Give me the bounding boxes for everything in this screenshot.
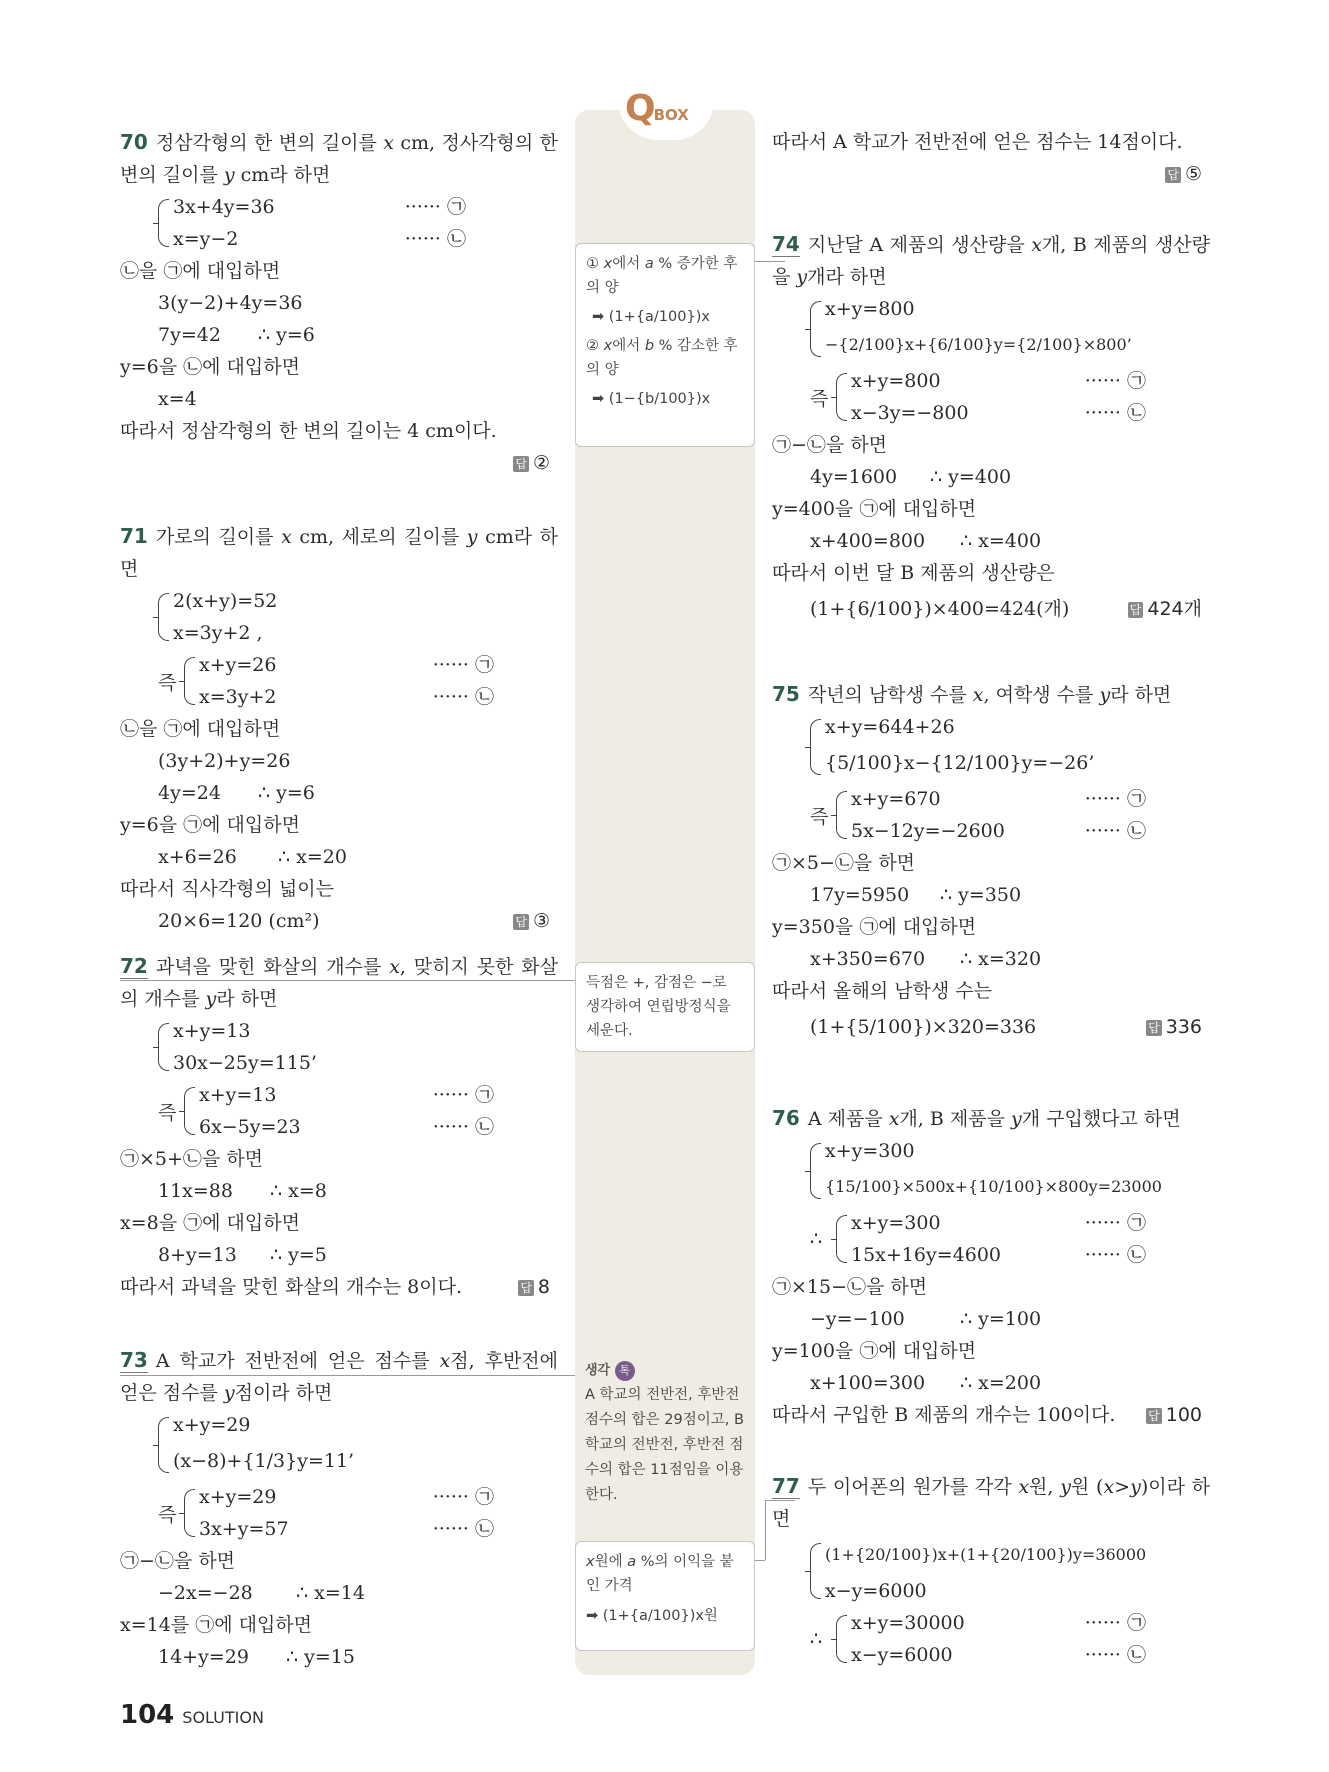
problem-statement: 가로의 길이를 x cm, 세로의 길이를 y cm라 하면 — [120, 526, 558, 580]
step-text: ㉡을 ㉠에 대입하면 — [120, 718, 281, 740]
equation-system — [120, 649, 558, 713]
brace-icon — [810, 1143, 821, 1199]
answer-value: ② — [532, 452, 550, 474]
section-label: SOLUTION — [182, 1708, 264, 1727]
equation-marker: ······ ㉠ — [1084, 370, 1146, 392]
prefix: ∴ — [810, 1228, 823, 1250]
answer-value: 424개 — [1147, 598, 1202, 620]
equation: (1+{6/100})×400=424(개) — [810, 598, 1070, 620]
step-text: x=14를 ㉠에 대입하면 — [120, 1614, 313, 1636]
problem-number: 73 — [120, 1348, 148, 1372]
equation: 5x−12y=−2600 — [851, 820, 1005, 842]
answer — [513, 905, 558, 937]
tip-box-score — [575, 962, 755, 1052]
equation: x+350=670 — [810, 948, 926, 970]
tip-text: ① x에서 a % 증가한 후의 양 — [586, 256, 738, 296]
brace-icon — [158, 1417, 169, 1473]
equation: (3y+2)+y=26 — [158, 750, 291, 772]
equation: 20×6=120 (cm²) — [158, 910, 320, 932]
brace-icon — [158, 593, 169, 641]
equation: (1+{20/100})x+(1+{20/100})y=36000 — [825, 1545, 1147, 1564]
page-footer — [120, 1700, 264, 1730]
conclusion: 따라서 직사각형의 넓이는 — [120, 878, 334, 900]
step-text: y=100을 ㉠에 대입하면 — [772, 1340, 977, 1362]
equation: 8+y=13 — [158, 1244, 237, 1266]
logo-box: BOX — [653, 106, 689, 124]
step-text: ㉠−㉡을 하면 — [772, 434, 888, 456]
conclusion: 따라서 구입한 B 제품의 개수는 100이다. — [772, 1404, 1116, 1426]
equation: 2(x+y)=52 — [173, 590, 278, 612]
equation-marker: ······ ㉡ — [432, 1518, 494, 1540]
result: ∴ y=15 — [286, 1646, 355, 1668]
problem-statement: 정삼각형의 한 변의 길이를 x cm, 정사각형의 한 변의 길이를 y cm라 하면 — [120, 132, 558, 186]
equation: −2x=−28 — [158, 1582, 253, 1604]
prefix: ∴ — [810, 1628, 823, 1650]
tip-label: 생각 — [585, 1363, 611, 1378]
step-text: ㉡을 ㉠에 대입하면 — [120, 260, 281, 282]
step-text: y=400을 ㉠에 대입하면 — [772, 498, 977, 520]
problem-76 — [772, 1102, 1210, 1431]
equation-system — [772, 1607, 1210, 1671]
problem-70 — [120, 126, 558, 479]
equation: 3(y−2)+4y=36 — [158, 292, 303, 314]
equation: −{2/100}x+{6/100}y={2/100}×800’ — [825, 335, 1132, 354]
tip-formula: ➡ (1−{b/100})x — [592, 391, 711, 407]
answer-value: ③ — [532, 910, 550, 932]
tip-text: 득점은 +, 감점은 −로 생각하여 연립방정식을 세운다. — [586, 975, 731, 1039]
problem-73 — [120, 1344, 558, 1673]
result: ∴ y=400 — [930, 466, 1012, 488]
step-text: ㉠−㉡을 하면 — [120, 1550, 236, 1572]
equation: x+y=800 — [825, 298, 915, 320]
problem-statement: A 학교가 전반전에 얻은 점수를 x점, 후반전에 얻은 점수를 y점이라 하면 — [120, 1350, 559, 1404]
equation: 6x−5y=23 — [199, 1116, 301, 1138]
result: ∴ x=14 — [296, 1582, 365, 1604]
answer-icon: 답 — [515, 914, 527, 929]
problem-number: 70 — [120, 130, 148, 154]
equation: x=4 — [158, 388, 197, 410]
brace-icon — [184, 1489, 195, 1537]
answer — [1128, 589, 1210, 629]
equation-marker: ······ ㉡ — [404, 228, 466, 250]
equation: x+y=29 — [199, 1486, 277, 1508]
equation: x=y−2 — [173, 228, 239, 250]
problem-statement: A 제품을 x개, B 제품을 y개 구입했다고 하면 — [807, 1108, 1181, 1130]
brace-icon — [158, 1023, 169, 1071]
problem-75 — [772, 678, 1210, 1047]
problem-number: 72 — [120, 954, 148, 978]
prefix: 즉 — [158, 1503, 177, 1526]
tip-text: ② x에서 b % 감소한 후의 양 — [586, 338, 738, 378]
problem-number: 75 — [772, 682, 800, 706]
brace-icon — [810, 1543, 821, 1599]
brace-icon — [184, 657, 195, 705]
equation-system — [120, 191, 558, 255]
tip-text: x원에 a %의 이익을 붙인 가격 — [586, 1554, 734, 1594]
equation: 11x=88 — [158, 1180, 233, 1202]
result: ∴ y=350 — [940, 884, 1022, 906]
prefix: 즉 — [158, 1101, 177, 1124]
equation: −y=−100 — [810, 1308, 905, 1330]
step-text: y=6을 ㉡에 대입하면 — [120, 356, 300, 378]
equation-system — [120, 1481, 558, 1545]
equation: x+y=300 — [851, 1212, 941, 1234]
equation: x+y=13 — [199, 1084, 277, 1106]
step-text: x=8을 ㉠에 대입하면 — [120, 1212, 300, 1234]
problem-statement: 지난달 A 제품의 생산량을 x개, B 제품의 생산량을 y개라 하면 — [772, 234, 1210, 288]
tip-formula: ➡ (1+{a/100})x — [592, 309, 710, 325]
page-number: 104 — [120, 1700, 175, 1730]
equation-marker: ······ ㉠ — [432, 654, 494, 676]
equation-system — [120, 1409, 558, 1481]
equation: 17y=5950 — [810, 884, 910, 906]
answer-value: 336 — [1165, 1016, 1202, 1038]
equation: 3x+4y=36 — [173, 196, 275, 218]
equation: x=3y+2 — [199, 686, 277, 708]
brace-icon — [836, 791, 847, 839]
equation: x+y=26 — [199, 654, 277, 676]
equation-system — [772, 783, 1210, 847]
result: ∴ y=6 — [258, 324, 315, 346]
answer-icon: 답 — [1167, 167, 1179, 182]
result: ∴ x=320 — [960, 948, 1042, 970]
qbox-logo — [625, 88, 689, 129]
problem-72 — [120, 950, 558, 1303]
equation: x+y=644+26 — [825, 716, 955, 738]
tip-text: A 학교의 전반전, 후반전 점수의 합은 29점이고, B 학교의 전반전, 후반전 점수의 합은 11점임을 이용한다. — [585, 1387, 744, 1503]
thinking-tip — [585, 1358, 747, 1508]
problem-statement: 작년의 남학생 수를 x, 여학생 수를 y라 하면 — [807, 684, 1172, 706]
answer-icon: 답 — [515, 456, 527, 471]
equation: 7y=42 — [158, 324, 221, 346]
equation: x−y=6000 — [825, 1580, 927, 1602]
equation-marker: ······ ㉠ — [432, 1084, 494, 1106]
result: ∴ x=200 — [960, 1372, 1042, 1394]
prefix: 즉 — [810, 387, 829, 410]
answer-value: 100 — [1165, 1404, 1202, 1426]
tip-badge-icon: 톡 — [615, 1361, 635, 1381]
brace-icon — [158, 199, 169, 247]
answer-value: ⑤ — [1184, 163, 1202, 185]
step-text: ㉠×15−㉡을 하면 — [772, 1276, 928, 1298]
answer — [772, 158, 1210, 190]
conclusion: 따라서 올해의 남학생 수는 — [772, 980, 993, 1002]
answer-value: 8 — [537, 1276, 550, 1298]
equation-marker: ······ ㉠ — [1084, 1212, 1146, 1234]
conclusion: 따라서 정삼각형의 한 변의 길이는 4 cm이다. — [120, 420, 497, 442]
answer — [1146, 1007, 1210, 1047]
equation-marker: ······ ㉡ — [432, 1116, 494, 1138]
equation-marker: ······ ㉠ — [1084, 788, 1146, 810]
equation: 4y=1600 — [810, 466, 898, 488]
result: ∴ y=100 — [960, 1308, 1042, 1330]
problem-71 — [120, 520, 558, 937]
problem-number: 76 — [772, 1106, 800, 1130]
problem-74 — [772, 228, 1210, 629]
equation: {15/100}×500x+{10/100}×800y=23000 — [825, 1177, 1162, 1196]
equation: {5/100}x−{12/100}y=−26’ — [825, 752, 1095, 774]
result: ∴ x=20 — [278, 846, 347, 868]
equation-system — [772, 1535, 1210, 1607]
equation: x+400=800 — [810, 530, 926, 552]
equation: (1+{5/100})×320=336 — [810, 1016, 1037, 1038]
equation: x+y=13 — [173, 1020, 251, 1042]
brace-icon — [836, 1215, 847, 1263]
equation: x+y=30000 — [851, 1612, 965, 1634]
result: ∴ x=8 — [270, 1180, 327, 1202]
equation: x+6=26 — [158, 846, 237, 868]
equation-system — [772, 711, 1210, 783]
result: ∴ x=400 — [960, 530, 1042, 552]
brace-icon — [184, 1087, 195, 1135]
conclusion: 따라서 A 학교가 전반전에 얻은 점수는 14점이다. — [772, 131, 1183, 153]
equation-marker: ······ ㉡ — [1084, 402, 1146, 424]
problem-number: 74 — [772, 232, 800, 256]
equation: 3x+y=57 — [199, 1518, 289, 1540]
problem-77 — [772, 1470, 1210, 1671]
equation-marker: ······ ㉡ — [1084, 1644, 1146, 1666]
answer-icon: 답 — [1148, 1408, 1160, 1423]
connector-line — [755, 1560, 765, 1561]
equation-system — [772, 1135, 1210, 1207]
equation-marker: ······ ㉠ — [432, 1486, 494, 1508]
problem-number: 71 — [120, 524, 148, 548]
equation-marker: ······ ㉠ — [404, 196, 466, 218]
brace-icon — [836, 1615, 847, 1663]
problem-statement: 두 이어폰의 원가를 각각 x원, y원 (x>y)이라 하면 — [772, 1476, 1211, 1530]
result: ∴ y=5 — [270, 1244, 327, 1266]
answer-icon: 답 — [1148, 1020, 1160, 1035]
logo-q: Q — [625, 88, 656, 129]
equation: x+100=300 — [810, 1372, 926, 1394]
tip-formula: ➡ (1+{a/100})x원 — [586, 1608, 718, 1624]
equation: x=3y+2 , — [173, 622, 263, 644]
problem-73-continued — [772, 126, 1210, 190]
equation-system — [120, 1015, 558, 1079]
brace-icon — [810, 719, 821, 775]
equation: x+y=29 — [173, 1414, 251, 1436]
prefix: 즉 — [158, 671, 177, 694]
answer — [120, 447, 558, 479]
equation: 14+y=29 — [158, 1646, 249, 1668]
answer — [518, 1271, 558, 1303]
equation-marker: ······ ㉠ — [1084, 1612, 1146, 1634]
step-text: y=350을 ㉠에 대입하면 — [772, 916, 977, 938]
step-text: ㉠×5+㉡을 하면 — [120, 1148, 264, 1170]
result: ∴ y=6 — [258, 782, 315, 804]
equation: 30x−25y=115’ — [173, 1052, 317, 1074]
conclusion: 따라서 과녁을 맞힌 화살의 개수는 8이다. — [120, 1276, 462, 1298]
equation: 4y=24 — [158, 782, 221, 804]
equation: 15x+16y=4600 — [851, 1244, 1001, 1266]
equation: (x−8)+{1/3}y=11’ — [173, 1450, 355, 1472]
problem-number: 77 — [772, 1474, 800, 1498]
tip-box-profit — [575, 1541, 755, 1651]
equation-marker: ······ ㉡ — [1084, 820, 1146, 842]
problem-statement: 과녁을 맞힌 화살의 개수를 x, 맞히지 못한 화살의 개수를 y라 하면 — [120, 956, 559, 1010]
equation-system — [772, 293, 1210, 365]
equation-marker: ······ ㉡ — [432, 686, 494, 708]
brace-icon — [836, 373, 847, 421]
equation-system — [772, 1207, 1210, 1271]
answer-icon: 답 — [520, 1280, 532, 1295]
equation-system — [120, 1079, 558, 1143]
brace-icon — [810, 301, 821, 357]
answer-icon: 답 — [1129, 602, 1142, 617]
conclusion: 따라서 이번 달 B 제품의 생산량은 — [772, 562, 1055, 584]
equation: x+y=800 — [851, 370, 941, 392]
step-text: ㉠×5−㉡을 하면 — [772, 852, 916, 874]
answer — [1146, 1399, 1210, 1431]
equation-system — [120, 585, 558, 649]
step-text: y=6을 ㉠에 대입하면 — [120, 814, 300, 836]
equation: x+y=300 — [825, 1140, 915, 1162]
equation-system — [772, 365, 1210, 429]
equation: x−y=6000 — [851, 1644, 953, 1666]
prefix: 즉 — [810, 805, 829, 828]
equation: x−3y=−800 — [851, 402, 969, 424]
equation: x+y=670 — [851, 788, 941, 810]
equation-marker: ······ ㉡ — [1084, 1244, 1146, 1266]
tip-box-percent — [575, 243, 755, 447]
connector-line — [765, 1500, 766, 1560]
